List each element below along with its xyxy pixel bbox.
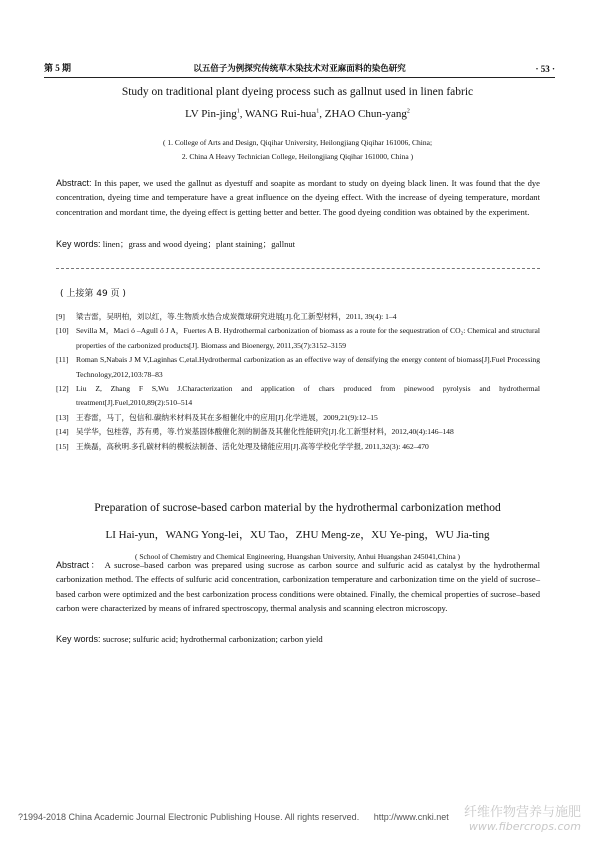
ref-text: Liu Z, Zhang F S,Wu J.Characterization and application of chars produced from pinewood pyrolysis and hydrothermal treatment[J].Fuel,2010,89(2):510–514 (76, 384, 540, 408)
ref-text: 梁吉雷，吴明柏，刘以红，等.生物质水热合成炭微球研究进展[J].化工新型材料，2011, 39(4): 1–4 (76, 312, 397, 321)
reference-item (56, 411, 540, 425)
ref-num: [11] (56, 355, 69, 365)
running-header (44, 60, 555, 78)
author-name: LV Pin-jing (185, 108, 237, 120)
author-sup: 1 (316, 108, 320, 115)
ref-num: [15] (56, 441, 69, 451)
issue-number: 第 5 期 (44, 63, 72, 73)
keywords-text: sucrose; sulfuric acid; hydrothermal carbonization; carbon yield (102, 634, 323, 644)
author-name: WANG Rui-hua (245, 108, 317, 120)
affiliation-line: ( 1. College of Arts and Design, Qiqihar University, Heilongjiang Qiqihar 161006, China; (162, 138, 433, 147)
reference-item (56, 425, 540, 439)
reference-item (56, 353, 540, 382)
copyright-text: ?1994-2018 China Academic Journal Electronic Publishing House. All rights reserved. (18, 812, 360, 822)
running-title: 以五倍子为例探究传统草木染技术对亚麻面料的染色研究 (193, 64, 406, 74)
article1-authors (0, 108, 595, 120)
author-separator: , (319, 108, 322, 120)
reference-list (56, 310, 540, 454)
article2-keywords (56, 634, 540, 644)
watermark (464, 806, 581, 834)
reference-item (56, 382, 540, 411)
affiliation-line: 2. China A Heavy Technician College, Heilongjiang Qiqihar 161000, China ) (181, 152, 414, 161)
footer-link[interactable]: http://www.cnki.net (373, 812, 449, 822)
watermark-url: www.fibercrops.com (468, 820, 581, 833)
ref-num: [12] (56, 384, 69, 394)
ref-num: [10] (56, 326, 69, 336)
author-separator: , (239, 108, 243, 120)
author-sup: 2 (406, 108, 410, 115)
ref-text: Sevilla M，Maci ó –Agull ó J A，Fuertes A B. Hydrothermal carbonization of biomass as a route for the sequestration of CO₂: Chemical and structural properties of the carbonized products[J]. Biomass and Bioenergy, 2011,35(7):3152–3159 (76, 326, 540, 350)
section-divider (56, 268, 540, 269)
article2-abstract (56, 558, 540, 616)
abstract-text: A sucrose–based carbon was prepared using sucrose as carbon source and sulfuric acid as catalyst by the hydrothermal carbonization method. The effects of sulfuric acid concentration, carbonization temperature and carbonization time on the yield of sucrose–based carbon were optimized and the best carbonization process conditions were obtained. Finally, the chemical properties of sucrose–based carbon were characterized by means of infrared spectroscopy, thermal analysis and scanning electron microscopy. (56, 560, 541, 614)
abstract-label: Abstract： (56, 560, 102, 570)
reference-item (56, 324, 540, 353)
author-sup: 1 (236, 108, 240, 115)
article2-title: Preparation of sucrose-based carbon material by the hydrothermal carbonization method (94, 502, 501, 514)
keywords-label: Key words: (56, 634, 101, 644)
article2-authors: LI Hai-yun，WANG Yong-lei，XU Tao，ZHU Meng-ze，XU Ye-ping，WU Jia-ting (105, 529, 490, 541)
continued-note: ( 上接第 49 页 ) (60, 289, 126, 299)
keywords-label: Key words: (56, 239, 101, 249)
abstract-label: Abstract: (56, 178, 92, 188)
ref-num: [9] (56, 312, 65, 321)
ref-num: [13] (56, 412, 69, 422)
author-name: ZHAO Chun-yang (324, 108, 407, 120)
abstract-text: In this paper, we used the gallnut as dyestuff and soapite as mordant to study on dyeing black linen. It was found that the dye concentration, dyeing time and temperature have a great influence on the dyeing effect. With the increase of dyeing temperature, mordant concentration and mordant time, the dyeing effect is getting better and better. The good dyeing condition was obtained by the experiment. (56, 178, 540, 217)
watermark-text: 纤维作物营养与施肥 (463, 805, 581, 820)
reference-item (56, 310, 540, 324)
reference-item (56, 440, 540, 454)
ref-num: [14] (56, 427, 69, 437)
ref-text: Roman S,Nabais J M V,Laginhas C,etal.Hydrothermal carbonization as an effective way of densifying the energy content of biomass[J].Fuel Processing Technology,2012,103:78–83 (76, 355, 540, 379)
page-footer (18, 812, 449, 822)
article1-abstract (56, 176, 540, 219)
article1-keywords (56, 238, 540, 250)
ref-text: 吴学华，包桂蓉，苏有勇，等.竹炭基固体酸催化剂的制备及其催化性能研究[J].化工新型材料，2012,40(4):146–148 (76, 427, 454, 437)
ref-text: 王焕磊，高秋明.多孔碳材料的模板法制备、活化处理及储能应用[J].高等学校化学学报, 2011,32(3): 462–470 (76, 441, 429, 451)
article1-title: Study on traditional plant dyeing process such as gallnut used in linen fabric (121, 86, 474, 98)
ref-text: 王春雷，马丁，包信和.碳纳米材料及其在多相催化中的应用[J].化学进展，2009,21(9):12–15 (76, 412, 378, 422)
keywords-text: linen；grass and wood dyeing；plant staining；gallnut (102, 239, 296, 249)
article2-affiliation: ( School of Chemistry and Chemical Engineering, Huangshan University, Anhui Huangshan 245041,China ) (134, 552, 461, 561)
page-number: · 53 · (535, 64, 555, 74)
article1-affiliations (0, 136, 595, 164)
